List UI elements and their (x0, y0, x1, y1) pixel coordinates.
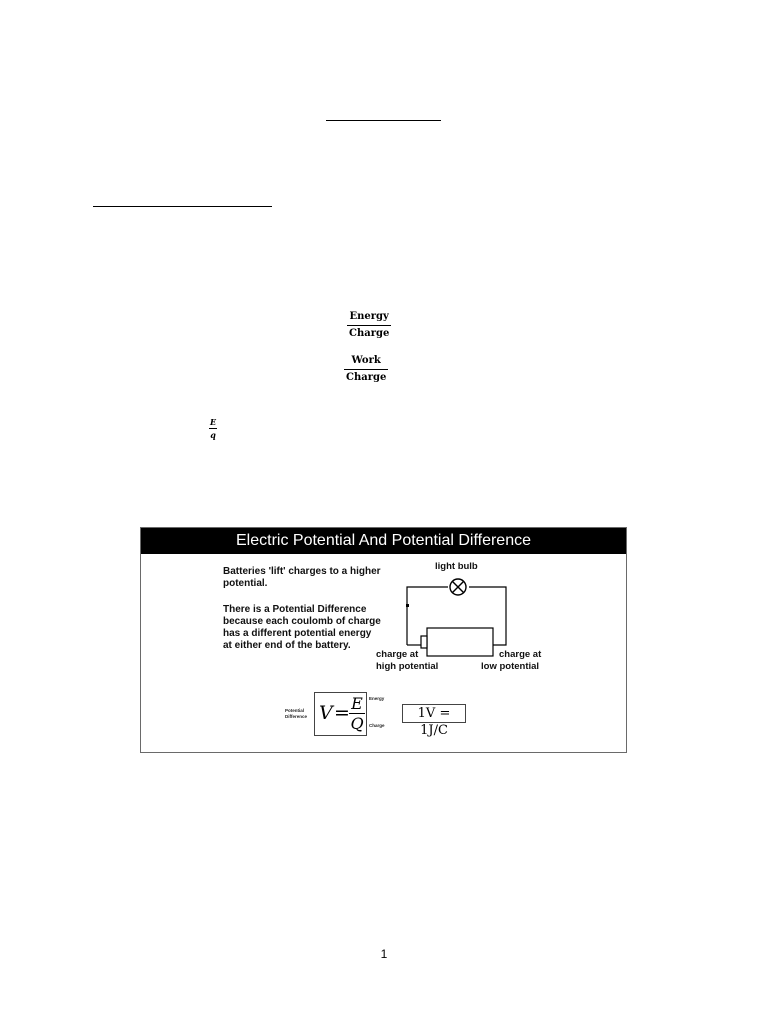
high-potential-label-1: charge at (376, 649, 419, 660)
charge-dot-icon (406, 604, 409, 607)
potential-difference-label-2: Difference (285, 714, 308, 719)
low-potential-label-1: charge at (499, 649, 542, 660)
equation-numerator: E (349, 695, 365, 714)
potential-equation-box (314, 692, 367, 736)
energy-label: Energy (369, 696, 385, 701)
equation-denominator: Q (350, 714, 364, 733)
low-potential-label-2: low potential (481, 661, 540, 672)
equation-fraction (349, 695, 365, 732)
section-underline (93, 206, 272, 207)
fraction-denominator: Charge (346, 372, 387, 383)
figure-paragraph-2: There is a Potential Difference because each coulomb of charge has a different potential energy at either end of the battery. (223, 604, 381, 651)
high-potential-label-2: high potential (376, 661, 439, 672)
page-number: 1 (380, 947, 388, 961)
fraction-denominator: q (210, 430, 216, 440)
battery-icon (421, 628, 493, 656)
work-over-charge-fraction (344, 356, 388, 383)
figure-paragraph-1: Batteries 'lift' charges to a higher potential. (223, 566, 381, 589)
fraction-denominator: Charge (349, 328, 390, 339)
energy-over-charge-fraction (347, 312, 391, 339)
light-bulb-icon (450, 579, 466, 595)
e-over-q-fraction (209, 418, 217, 439)
electric-potential-figure (140, 527, 627, 753)
potential-difference-label-1: Potential (285, 708, 305, 713)
light-bulb-label: light bulb (435, 561, 478, 572)
equation-v: V (319, 702, 333, 724)
equation-equals: = (334, 702, 350, 724)
title-underline (326, 120, 441, 121)
fraction-numerator: Energy (347, 312, 391, 326)
fraction-numerator: E (210, 417, 217, 427)
charge-label: Charge (369, 723, 385, 728)
fraction-numerator: Work (344, 356, 388, 370)
circuit-diagram (141, 528, 628, 754)
figure-title: Electric Potential And Potential Difference (236, 532, 531, 549)
unit-equation-box: 1V = 1J/C (402, 704, 466, 723)
